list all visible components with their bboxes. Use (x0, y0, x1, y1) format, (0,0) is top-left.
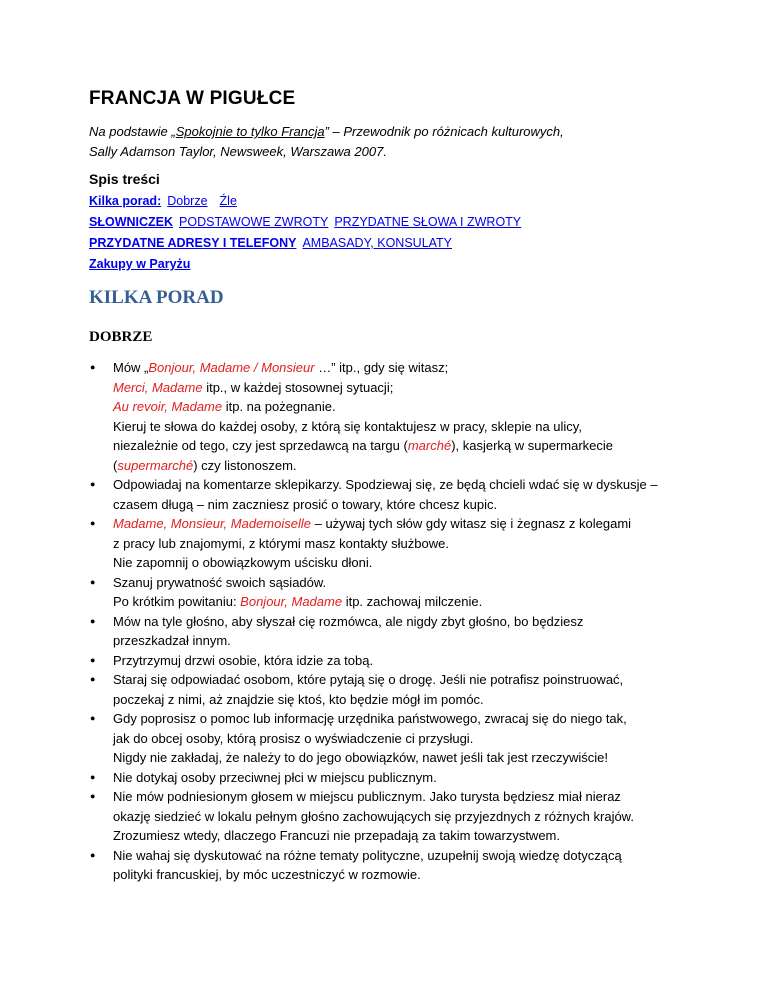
item-text: okazję siedzieć w lokalu pełnym głośno zachowujących się przyjezdnych z różnych krajów. (113, 808, 634, 824)
list-item (89, 573, 689, 612)
item-text: itp., w każdej stosownej sytuacji; (202, 379, 394, 395)
french-phrase: supermarché (117, 457, 194, 473)
french-phrase: Madame, Monsieur, Mademoiselle (113, 516, 311, 531)
bullet-icon: ● (90, 713, 96, 723)
table-of-contents (89, 191, 521, 275)
item-text: jak do obcej osoby, którą prosisz o wyświadczenie ci przysługi. (113, 730, 474, 746)
item-text: Mów „ (113, 360, 149, 375)
source-citation (89, 122, 564, 162)
item-text: ) czy listonoszem. (193, 457, 297, 473)
item-text: z pracy lub znajomymi, z którymi masz kontakty służbowe. (113, 535, 449, 551)
advice-list (89, 358, 689, 885)
source-book-title: Spokojnie to tylko Francja (175, 124, 325, 139)
document-title: FRANCJA W PIGUŁCE (89, 88, 296, 109)
bullet-icon: ● (90, 518, 96, 528)
subsection-heading: DOBRZE (89, 329, 153, 345)
toc-heading: Spis treści (89, 171, 160, 187)
toc-line (89, 254, 521, 275)
list-item (89, 475, 689, 514)
bullet-icon: ● (90, 771, 96, 782)
toc-link-ambasady[interactable]: AMBASADY, KONSULATY (302, 236, 453, 250)
item-text: Kieruj te słowa do każdej osoby, z którą się kontaktujesz w pracy, sklepie na ulicy, (113, 418, 582, 434)
toc-link-zakupy[interactable]: Zakupy w Paryżu (89, 257, 191, 271)
item-text: Odpowiadaj na komentarze sklepikarzy. Spodziewaj się, ze będą chcieli wdać się w dyskusje – (113, 477, 658, 492)
toc-link-kilka-porad[interactable]: Kilka porad: (89, 194, 162, 208)
item-text: ( (113, 457, 118, 473)
source-line-2: Sally Adamson Taylor, Newsweek, Warszawa 2007. (89, 144, 387, 159)
bullet-icon: ● (90, 791, 96, 801)
bullet-icon: ● (90, 362, 96, 372)
list-item (89, 846, 689, 885)
list-item (89, 514, 689, 573)
toc-link-slowniczek[interactable]: SŁOWNICZEK (89, 215, 174, 229)
toc-line (89, 212, 521, 233)
list-item (89, 612, 689, 651)
french-phrase: Au revoir, Madame (113, 399, 223, 414)
source-prefix: Na podstawie „ (89, 124, 176, 139)
item-text: Zrozumiesz wtedy, dlaczego Francuzi nie przepadają za takim towarzystwem. (113, 828, 560, 843)
toc-line (89, 233, 521, 254)
section-heading: KILKA PORAD (89, 287, 224, 308)
item-text: Nie zapomnij o obowiązkowym uścisku dłoni. (113, 555, 373, 570)
item-text: Gdy poprosisz o pomoc lub informację urzędnika państwowego, zwracaj się do niego tak, (113, 711, 627, 726)
item-text: poczekaj z nimi, aż znajdzie się ktoś, kto będzie mógł im pomóc. (113, 691, 484, 707)
toc-line (89, 191, 521, 212)
list-item (89, 768, 689, 788)
french-phrase: Merci, Madame (113, 379, 203, 395)
toc-link-podstawowe-zwroty[interactable]: PODSTAWOWE ZWROTY (179, 215, 329, 229)
list-item (89, 787, 689, 846)
item-text: Mów na tyle głośno, aby słyszał cię rozmówca, ale nigdy zbyt głośno, bo będziesz (113, 613, 584, 629)
item-text: Nie dotykaj osoby przeciwnej płci w miejscu publicznym. (113, 769, 437, 785)
item-text: Nie wahaj się dyskutować na różne tematy polityczne, uzupełnij swoją wiedzę dotyczącą (113, 847, 622, 863)
item-text: itp. zachowaj milczenie. (342, 594, 483, 609)
toc-link-dobrze[interactable]: Dobrze (167, 194, 208, 208)
item-text: – używaj tych słów gdy witasz się i żegnasz z kolegami (310, 516, 632, 531)
item-text: Po krótkim powitaniu: (113, 594, 241, 609)
bullet-icon: ● (90, 576, 96, 587)
toc-link-zle[interactable]: Źle (219, 194, 237, 208)
item-text: …” itp., gdy się witasz; (314, 360, 449, 375)
list-item (89, 670, 689, 709)
item-text: polityki francuskiej, by móc uczestniczyć w rozmowie. (113, 867, 421, 882)
french-phrase: marché (407, 438, 452, 453)
bullet-icon: ● (90, 615, 96, 626)
bullet-icon: ● (90, 674, 96, 684)
toc-link-przydatne-adresy[interactable]: PRZYDATNE ADRESY I TELEFONY (89, 236, 297, 250)
bullet-icon: ● (90, 654, 96, 665)
bullet-icon: ● (90, 479, 96, 489)
item-text: Staraj się odpowiadać osobom, które pytają się o drogę. Jeśli nie potrafisz poinstruować, (113, 672, 624, 687)
item-text: Szanuj prywatność swoich sąsiadów. (113, 574, 327, 590)
bullet-icon: ● (90, 849, 96, 860)
french-phrase: Bonjour, Madame / Monsieur (148, 360, 315, 375)
french-phrase: Bonjour, Madame (240, 594, 343, 609)
item-text: czasem długą – nim zaczniesz prosić o towary, które chcesz kupic. (113, 496, 498, 512)
list-item (89, 651, 689, 671)
item-text: Nigdy nie zakładaj, że należy to do jego obowiązków, nawet jeśli tak jest rzeczywiście! (113, 750, 608, 765)
list-item (89, 709, 689, 768)
item-text: niezależnie od tego, czy jest sprzedawcą na targu ( (113, 438, 408, 453)
item-text: przeszkadzał innym. (113, 633, 231, 648)
list-item (89, 358, 689, 475)
item-text: ), kasjerką w supermarkecie (451, 438, 614, 453)
item-text: Nie mów podniesionym głosem w miejscu publicznym. Jako turysta będziesz miał nieraz (113, 789, 621, 804)
item-text: itp. na pożegnanie. (222, 399, 336, 414)
toc-link-przydatne-slowa[interactable]: PRZYDATNE SŁOWA I ZWROTY (334, 215, 522, 229)
item-text: Przytrzymuj drzwi osobie, która idzie za tobą. (113, 652, 374, 668)
source-suffix: ” – Przewodnik po różnicach kulturowych, (324, 124, 564, 139)
